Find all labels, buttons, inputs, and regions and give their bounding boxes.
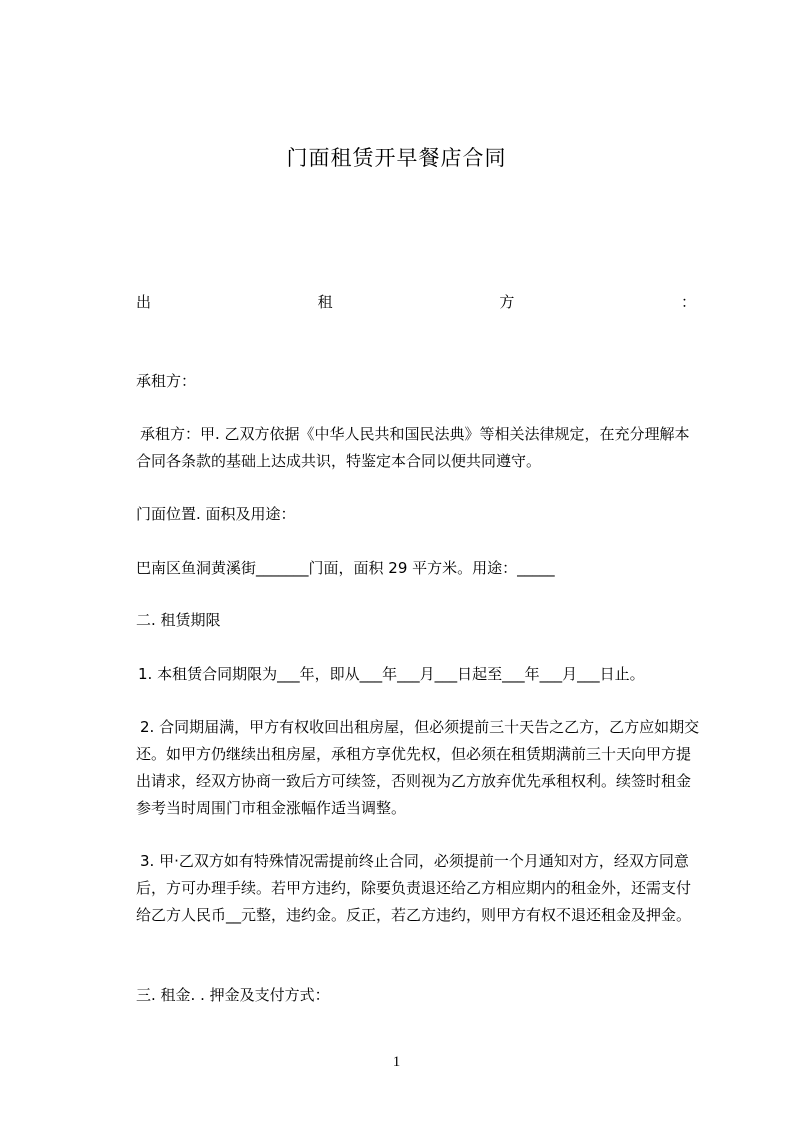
lessor-char-1: 出: [136, 293, 152, 311]
lessor-line: [136, 290, 696, 314]
intro-paragraph: 承租方：甲. 乙双方依据《中华人民共和国民法典》等相关法律规定，在充分理解本合同各条款的基础上达成共识，特鉴定本合同以便共同遵守。: [136, 425, 690, 470]
clause-1: 1. 本租赁合同期限为___年，即从___年___月___日起至___年___月___日止。: [138, 665, 645, 683]
section1-body: 巴南区鱼洞黄溪街_______门面，面积 29 平方米。用途：_____: [136, 559, 555, 577]
lessor-char-3: 方: [499, 293, 515, 311]
clause-3: 3. 甲·乙双方如有特殊情况需提前终止合同，必须提前一个月通知对方，经双方同意后，方可办理手续。若甲方违约，除要负责退还给乙方相应期内的租金外，还需支付给乙方人民币__元整，违约金。反正，若乙方违约，则甲方有权不退还租金及押金。: [136, 852, 692, 924]
clause-2: 2. 合同期届满，甲方有权收回出租房屋，但必须提前三十天告之乙方，乙方应如期交还。如甲方仍继续出租房屋，承租方享优先权，但必须在租赁期满前三十天向甲方提出请求，经双方协商一致后方可续签，否则视为乙方放弃优先承租权利。续签时租金参考当时周围门市租金涨幅作适当调整。: [136, 718, 700, 817]
section2-heading: 二. 租赁期限: [136, 611, 221, 629]
section1-heading: 门面位置. 面积及用途：: [136, 505, 296, 523]
lessor-colon: ：: [680, 293, 696, 311]
lessee-label: 承租方：: [136, 372, 197, 390]
section3-heading: 三. 租金. . 押金及支付方式：: [136, 986, 330, 1004]
page-number: 1: [392, 1054, 401, 1070]
document-title: 门面租赁开早餐店合同: [286, 146, 507, 170]
lessor-char-2: 租: [317, 293, 333, 311]
